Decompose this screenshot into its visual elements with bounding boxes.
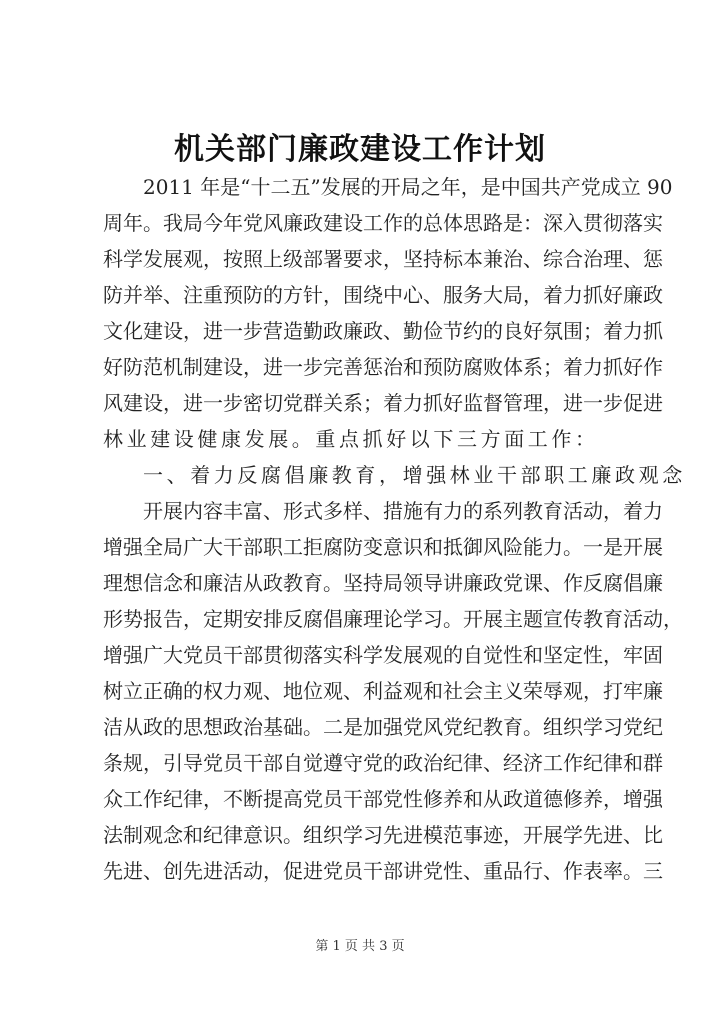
paragraph-line: 科学发展观，按照上级部署要求，坚持标本兼治、综合治理、惩 bbox=[103, 247, 663, 271]
paragraph-line: 2011 年是“十二五”发展的开局之年，是中国共产党成立 90 bbox=[143, 175, 673, 199]
paragraph-line: 增强全局广大干部职工拒腐防变意识和抵御风险能力。一是开展 bbox=[103, 535, 663, 559]
paragraph-line: 树立正确的权力观、地位观、利益观和社会主义荣辱观，打牢廉 bbox=[103, 679, 663, 703]
paragraph-line: 风建设，进一步密切党群关系；着力抓好监督管理，进一步促进 bbox=[103, 391, 663, 415]
paragraph-line: 洁从政的思想政治基础。二是加强党风党纪教育。组织学习党纪 bbox=[103, 715, 663, 739]
paragraph-line: 文化建设，进一步营造勤政廉政、勤俭节约的良好氛围；着力抓 bbox=[103, 319, 663, 343]
paragraph-line: 周年。我局今年党风廉政建设工作的总体思路是：深入贯彻落实 bbox=[103, 211, 663, 235]
paragraph-line: 增强广大党员干部贯彻落实科学发展观的自觉性和坚定性，牢固 bbox=[103, 643, 663, 667]
paragraph-line: 开展内容丰富、形式多样、措施有力的系列教育活动，着力 bbox=[143, 499, 663, 523]
paragraph-line: 形势报告，定期安排反腐倡廉理论学习。开展主题宣传教育活动， bbox=[103, 607, 683, 631]
section-heading: 一、着力反腐倡廉教育，增强林业干部职工廉政观念 bbox=[143, 463, 686, 487]
paragraph-line: 理想信念和廉洁从政教育。坚持局领导讲廉政党课、作反腐倡廉 bbox=[103, 571, 663, 595]
paragraph-line: 林业建设健康发展。重点抓好以下三方面工作： bbox=[103, 427, 599, 451]
paragraph-line: 先进、创先进活动，促进党员干部讲党性、重品行、作表率。三 bbox=[103, 859, 663, 883]
paragraph-line: 法制观念和纪律意识。组织学习先进模范事迹，开展学先进、比 bbox=[103, 823, 663, 847]
paragraph-line: 防并举、注重预防的方针，围绕中心、服务大局，着力抓好廉政 bbox=[103, 283, 663, 307]
document-body bbox=[103, 169, 686, 889]
paragraph-line: 条规，引导党员干部自觉遵守党的政治纪律、经济工作纪律和群 bbox=[103, 751, 663, 775]
page-number-footer: 第 1 页 共 3 页 bbox=[315, 939, 405, 954]
paragraph-line: 好防范机制建设，进一步完善惩治和预防腐败体系；着力抓好作 bbox=[103, 355, 663, 379]
document-title: 机关部门廉政建设工作计划 bbox=[174, 132, 546, 167]
paragraph-line: 众工作纪律，不断提高党员干部党性修养和从政道德修养，增强 bbox=[103, 787, 663, 811]
